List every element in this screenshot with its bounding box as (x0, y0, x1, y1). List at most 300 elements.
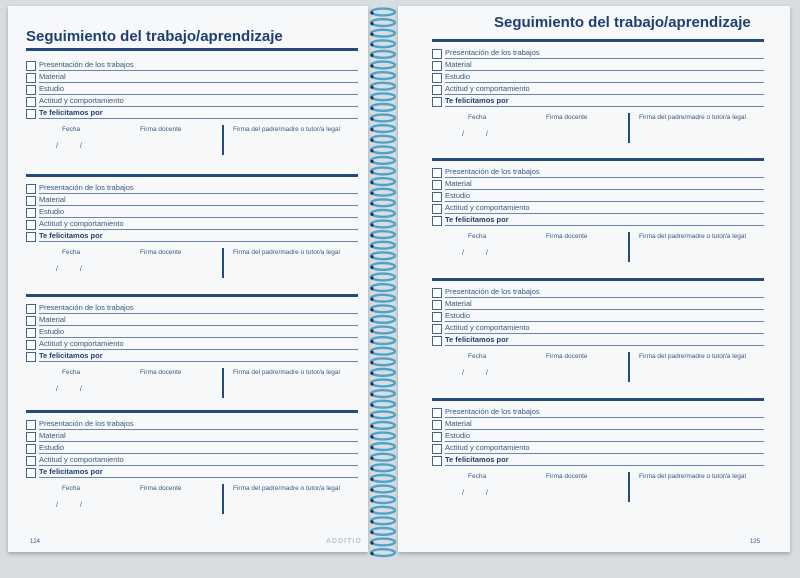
congrats-row[interactable] (26, 231, 358, 243)
congrats-row[interactable] (26, 108, 358, 120)
writing-line (445, 58, 764, 59)
signature-divider (222, 248, 224, 278)
spiral-binding (368, 0, 398, 578)
punch-hole (370, 298, 373, 301)
signature-divider (628, 352, 630, 382)
row-label: Estudio (445, 191, 471, 200)
punch-hole (370, 340, 373, 343)
tracking-block (432, 398, 764, 508)
row-label: Actitud y comportamiento (445, 84, 530, 93)
spiral-coil (371, 125, 395, 132)
punch-hole (370, 22, 373, 25)
date-label: Fecha (62, 249, 81, 256)
checklist-row[interactable] (432, 287, 764, 299)
writing-line (39, 193, 358, 194)
writing-line (445, 453, 764, 454)
teacher-signature-label: Firma docente (140, 485, 182, 492)
spiral-coil (371, 178, 395, 185)
writing-line (445, 189, 764, 190)
congrats-row[interactable] (26, 351, 358, 363)
congrats-label: Te felicitamos por (445, 335, 509, 344)
tracking-block (26, 410, 358, 520)
date-field[interactable]: / / (462, 131, 498, 138)
punch-hole (370, 245, 373, 248)
spiral-coil (371, 496, 395, 503)
punch-hole (370, 552, 373, 555)
punch-hole (370, 181, 373, 184)
checkbox[interactable] (26, 232, 36, 242)
writing-line (445, 82, 764, 83)
row-label: Presentación de los trabajos (445, 48, 540, 57)
writing-line (445, 106, 764, 107)
parent-signature-label: Firma del padre/madre o tutor/a legal (639, 473, 746, 480)
row-label: Actitud y comportamiento (39, 455, 124, 464)
checkbox[interactable] (432, 408, 442, 418)
checklist-row[interactable] (26, 443, 358, 455)
row-label: Estudio (39, 207, 65, 216)
writing-line (445, 465, 764, 466)
writing-line (39, 94, 358, 95)
checkbox[interactable] (26, 420, 36, 430)
punch-hole (370, 531, 373, 534)
row-label: Estudio (39, 443, 65, 452)
checkbox[interactable] (26, 328, 36, 338)
spiral-coil (371, 274, 395, 281)
writing-line (445, 70, 764, 71)
checkbox[interactable] (432, 312, 442, 322)
block-divider (432, 278, 764, 281)
writing-line (445, 441, 764, 442)
checklist-row[interactable] (432, 48, 764, 60)
signature-divider (628, 472, 630, 502)
checkbox[interactable] (26, 468, 36, 478)
signature-divider (222, 125, 224, 155)
checklist-row[interactable] (432, 299, 764, 311)
spiral-coil (371, 528, 395, 535)
spiral-coil (371, 19, 395, 26)
spiral-coil (371, 9, 395, 16)
punch-hole (370, 86, 373, 89)
punch-hole (370, 255, 373, 258)
checklist-row[interactable] (432, 191, 764, 203)
checkbox[interactable] (26, 73, 36, 83)
row-label: Actitud y comportamiento (445, 203, 530, 212)
tracking-block (26, 51, 358, 161)
checkbox[interactable] (432, 336, 442, 346)
row-label: Actitud y comportamiento (39, 219, 124, 228)
teacher-signature-label: Firma docente (546, 233, 588, 240)
tracking-block (432, 39, 764, 149)
checkbox[interactable] (432, 420, 442, 430)
checkbox[interactable] (432, 168, 442, 178)
writing-line (445, 94, 764, 95)
writing-line (39, 477, 358, 478)
spiral-coil (371, 30, 395, 37)
punch-hole (370, 170, 373, 173)
writing-line (445, 297, 764, 298)
punch-hole (370, 510, 373, 513)
teacher-signature-label: Firma docente (140, 369, 182, 376)
punch-hole (370, 467, 373, 470)
block-divider (432, 158, 764, 161)
checklist-row[interactable] (26, 72, 358, 84)
teacher-signature-label: Firma docente (140, 126, 182, 133)
writing-line (39, 441, 358, 442)
punch-hole (370, 457, 373, 460)
punch-hole (370, 425, 373, 428)
writing-line (39, 241, 358, 242)
checkbox[interactable] (26, 340, 36, 350)
tracking-block (432, 158, 764, 268)
checklist-row[interactable] (432, 443, 764, 455)
spiral-coil (371, 411, 395, 418)
checklist-row[interactable] (26, 183, 358, 195)
signature-divider (222, 484, 224, 514)
punch-hole (370, 446, 373, 449)
parent-signature-label: Firma del padre/madre o tutor/a legal (233, 249, 340, 256)
congrats-row[interactable] (432, 96, 764, 108)
row-label: Material (445, 179, 472, 188)
signature-divider (222, 368, 224, 398)
spiral-coil (371, 517, 395, 524)
punch-hole (370, 128, 373, 131)
writing-line (445, 225, 764, 226)
spiral-coil (371, 51, 395, 58)
spiral-coil (371, 136, 395, 143)
date-field[interactable]: / / (462, 490, 498, 497)
row-label: Material (39, 315, 66, 324)
checklist-row[interactable] (26, 455, 358, 467)
checklist-row[interactable] (26, 303, 358, 315)
checkbox[interactable] (26, 432, 36, 442)
writing-line (39, 349, 358, 350)
congrats-label: Te felicitamos por (445, 96, 509, 105)
checkbox[interactable] (26, 352, 36, 362)
checkbox[interactable] (26, 208, 36, 218)
checkbox[interactable] (26, 220, 36, 230)
block-divider (26, 294, 358, 297)
checkbox[interactable] (26, 456, 36, 466)
date-label: Fecha (62, 485, 81, 492)
congrats-label: Te felicitamos por (39, 351, 103, 360)
writing-line (39, 106, 358, 107)
date-label: Fecha (62, 369, 81, 376)
punch-hole (370, 213, 373, 216)
row-label: Material (445, 299, 472, 308)
writing-line (39, 337, 358, 338)
spiral-coil (371, 168, 395, 175)
punch-hole (370, 541, 373, 544)
congrats-label: Te felicitamos por (39, 231, 103, 240)
punch-hole (370, 287, 373, 290)
checkbox[interactable] (26, 85, 36, 95)
checklist-row[interactable] (432, 84, 764, 96)
writing-line (445, 309, 764, 310)
checklist-row[interactable] (26, 207, 358, 219)
spiral-coil (371, 486, 395, 493)
right-page-number: 125 (750, 539, 761, 545)
date-field[interactable]: / / (56, 502, 92, 509)
spiral-coil (371, 443, 395, 450)
congrats-row[interactable] (432, 455, 764, 467)
checklist-row[interactable] (26, 327, 358, 339)
punch-hole (370, 149, 373, 152)
checkbox[interactable] (432, 288, 442, 298)
checklist-row[interactable] (26, 195, 358, 207)
spiral-coil (371, 327, 395, 334)
writing-line (39, 205, 358, 206)
signature-divider (628, 113, 630, 143)
checkbox[interactable] (432, 456, 442, 466)
writing-line (39, 465, 358, 466)
spiral-coil (371, 221, 395, 228)
writing-line (445, 213, 764, 214)
row-label: Actitud y comportamiento (445, 443, 530, 452)
spiral-coil (371, 358, 395, 365)
punch-hole (370, 488, 373, 491)
row-label: Presentación de los trabajos (39, 303, 134, 312)
spiral-coil (371, 157, 395, 164)
punch-hole (370, 234, 373, 237)
right-page-title: Seguimiento del trabajo/aprendizaje (494, 14, 751, 31)
parent-signature-label: Firma del padre/madre o tutor/a legal (639, 233, 746, 240)
punch-hole (370, 96, 373, 99)
checkbox[interactable] (26, 184, 36, 194)
punch-hole (370, 308, 373, 311)
writing-line (445, 321, 764, 322)
checklist-row[interactable] (26, 339, 358, 351)
teacher-signature-label: Firma docente (546, 353, 588, 360)
parent-signature-label: Firma del padre/madre o tutor/a legal (639, 353, 746, 360)
writing-line (39, 361, 358, 362)
teacher-signature-label: Firma docente (140, 249, 182, 256)
punch-hole (370, 223, 373, 226)
spiral-coil (371, 390, 395, 397)
parent-signature-label: Firma del padre/madre o tutor/a legal (233, 126, 340, 133)
spiral-coil (371, 83, 395, 90)
tracking-block (26, 294, 358, 404)
tracking-block (26, 174, 358, 284)
block-divider (432, 39, 764, 42)
row-label: Presentación de los trabajos (39, 183, 134, 192)
row-label: Actitud y comportamiento (39, 96, 124, 105)
checklist-row[interactable] (432, 311, 764, 323)
spiral-coil (371, 242, 395, 249)
spiral-coil (371, 316, 395, 323)
punch-hole (370, 351, 373, 354)
row-label: Estudio (445, 311, 471, 320)
writing-line (39, 313, 358, 314)
date-label: Fecha (468, 114, 487, 121)
checklist-row[interactable] (432, 72, 764, 84)
punch-hole (370, 382, 373, 385)
checklist-row[interactable] (432, 419, 764, 431)
punch-hole (370, 404, 373, 407)
checklist-row[interactable] (432, 323, 764, 335)
writing-line (39, 217, 358, 218)
spiral-coil (371, 93, 395, 100)
checklist-row[interactable] (26, 315, 358, 327)
congrats-label: Te felicitamos por (445, 455, 509, 464)
punch-hole (370, 139, 373, 142)
checkbox[interactable] (432, 192, 442, 202)
punch-hole (370, 75, 373, 78)
date-label: Fecha (468, 473, 487, 480)
checklist-row[interactable] (26, 84, 358, 96)
date-field[interactable]: / / (56, 386, 92, 393)
date-label: Fecha (62, 126, 81, 133)
row-label: Presentación de los trabajos (445, 407, 540, 416)
teacher-signature-label: Firma docente (546, 114, 588, 121)
spiral-coil (371, 507, 395, 514)
checklist-row[interactable] (26, 431, 358, 443)
punch-hole (370, 520, 373, 523)
checkbox[interactable] (26, 61, 36, 71)
writing-line (39, 70, 358, 71)
checkbox[interactable] (26, 304, 36, 314)
punch-hole (370, 117, 373, 120)
date-field[interactable]: / / (56, 266, 92, 273)
punch-hole (370, 276, 373, 279)
punch-hole (370, 266, 373, 269)
writing-line (39, 429, 358, 430)
date-field[interactable]: / / (462, 370, 498, 377)
punch-hole (370, 319, 373, 322)
spiral-coil (371, 369, 395, 376)
checklist-row[interactable] (26, 96, 358, 108)
writing-line (39, 82, 358, 83)
checkbox[interactable] (432, 180, 442, 190)
writing-line (39, 325, 358, 326)
checklist-row[interactable] (432, 179, 764, 191)
checkbox[interactable] (26, 196, 36, 206)
spiral-coil (371, 252, 395, 259)
writing-line (39, 118, 358, 119)
checklist-row[interactable] (432, 203, 764, 215)
checkbox[interactable] (26, 444, 36, 454)
checkbox[interactable] (432, 73, 442, 83)
row-label: Material (445, 60, 472, 69)
parent-signature-label: Firma del padre/madre o tutor/a legal (233, 369, 340, 376)
row-label: Material (39, 195, 66, 204)
writing-line (445, 333, 764, 334)
writing-line (39, 229, 358, 230)
checklist-row[interactable] (432, 60, 764, 72)
row-label: Presentación de los trabajos (445, 287, 540, 296)
checklist-row[interactable] (26, 419, 358, 431)
congrats-label: Te felicitamos por (39, 108, 103, 117)
punch-hole (370, 478, 373, 481)
punch-hole (370, 11, 373, 14)
checkbox[interactable] (432, 49, 442, 59)
date-field[interactable]: / / (462, 250, 498, 257)
checklist-row[interactable] (432, 407, 764, 419)
date-field[interactable]: / / (56, 143, 92, 150)
spiral-coil (371, 115, 395, 122)
checkbox[interactable] (432, 216, 442, 226)
writing-line (445, 177, 764, 178)
parent-signature-label: Firma del padre/madre o tutor/a legal (639, 114, 746, 121)
checklist-row[interactable] (26, 60, 358, 72)
checkbox[interactable] (26, 109, 36, 119)
spiral-coil (371, 433, 395, 440)
row-label: Estudio (39, 84, 65, 93)
row-label: Presentación de los trabajos (39, 419, 134, 428)
congrats-row[interactable] (26, 467, 358, 479)
punch-hole (370, 64, 373, 67)
congrats-row[interactable] (432, 215, 764, 227)
spiral-coil (371, 146, 395, 153)
left-page (8, 6, 368, 552)
spiral-coil (371, 72, 395, 79)
checklist-row[interactable] (432, 431, 764, 443)
tracking-block (432, 278, 764, 388)
writing-line (39, 453, 358, 454)
row-label: Actitud y comportamiento (39, 339, 124, 348)
spiral-coil (371, 231, 395, 238)
spiral-coil (371, 284, 395, 291)
punch-hole (370, 361, 373, 364)
checklist-row[interactable] (432, 167, 764, 179)
spiral-coil (371, 380, 395, 387)
congrats-row[interactable] (432, 335, 764, 347)
punch-hole (370, 202, 373, 205)
checkbox[interactable] (26, 97, 36, 107)
checkbox[interactable] (432, 300, 442, 310)
punch-hole (370, 33, 373, 36)
writing-line (445, 201, 764, 202)
checkbox[interactable] (432, 61, 442, 71)
checkbox[interactable] (432, 432, 442, 442)
spiral-coil (371, 475, 395, 482)
row-label: Material (39, 431, 66, 440)
brand-logo: ADDITIO (326, 538, 362, 545)
spiral-coil (371, 295, 395, 302)
row-label: Presentación de los trabajos (39, 60, 134, 69)
row-label: Material (39, 72, 66, 81)
signature-divider (628, 232, 630, 262)
punch-hole (370, 160, 373, 163)
writing-line (445, 429, 764, 430)
checklist-row[interactable] (26, 219, 358, 231)
teacher-signature-label: Firma docente (546, 473, 588, 480)
left-page-number: 124 (30, 539, 41, 545)
checkbox[interactable] (432, 97, 442, 107)
punch-hole (370, 393, 373, 396)
checkbox[interactable] (432, 85, 442, 95)
checkbox[interactable] (432, 324, 442, 334)
row-label: Estudio (445, 72, 471, 81)
row-label: Presentación de los trabajos (445, 167, 540, 176)
row-label: Estudio (39, 327, 65, 336)
checkbox[interactable] (432, 444, 442, 454)
spiral-coil (371, 263, 395, 270)
row-label: Actitud y comportamiento (445, 323, 530, 332)
row-label: Material (445, 419, 472, 428)
punch-hole (370, 414, 373, 417)
spiral-coil (371, 549, 395, 556)
checkbox[interactable] (26, 316, 36, 326)
writing-line (445, 417, 764, 418)
checkbox[interactable] (432, 204, 442, 214)
spiral-coil (371, 337, 395, 344)
left-page-title: Seguimiento del trabajo/aprendizaje (26, 28, 283, 45)
punch-hole (370, 54, 373, 57)
spiral-coil (371, 189, 395, 196)
congrats-label: Te felicitamos por (445, 215, 509, 224)
row-label: Estudio (445, 431, 471, 440)
congrats-label: Te felicitamos por (39, 467, 103, 476)
